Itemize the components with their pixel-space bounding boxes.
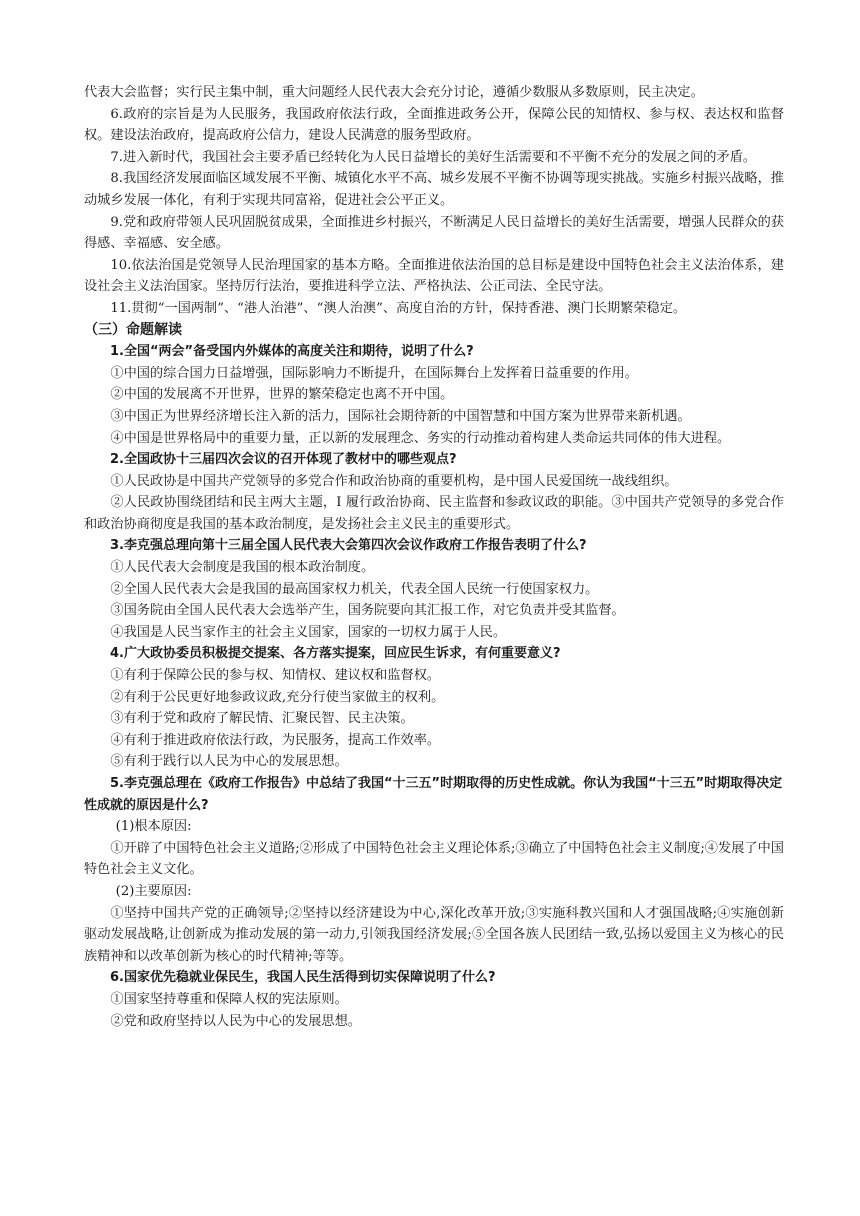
continuation-paragraph: 代表大会监督；实行民主集中制，重大问题经人民代表大会充分讨论，遵循少数服从多数原则，民主决定。	[84, 85, 704, 100]
answer-5-text-1: ①开辟了中国特色社会主义道路;②形成了中国特色社会主义理论体系;③确立了中国特色社会主义制度;④发展了中国特色社会主义文化。	[84, 840, 784, 878]
answer-3-4: ④我国是人民当家作主的社会主义国家，国家的一切权力属于人民。	[110, 624, 507, 640]
answer-4-4: ④有利于推进政府依法行政，为民服务，提高工作效率。	[110, 732, 441, 748]
question-3: 3.李克强总理向第十三届全国人民代表大会第四次会议作政府工作报告表明了什么?	[110, 538, 587, 554]
answer-2-1: ①人民政协是中国共产党领导的多党合作和政治协商的重要机构，是中国人民爱国统一战线组织。	[110, 473, 678, 489]
document-page	[84, 82, 784, 1032]
point-11: 11.贯彻“一国两制”、“港人治港”、“澳人治澳”、高度自治的方针，保持香港、澳门长期繁荣稳定。	[110, 300, 687, 316]
answer-5-subhead-1: (1)根本原因:	[115, 819, 192, 835]
section-title: （三）命题解读	[84, 321, 182, 338]
answer-5-text-2: ①坚持中国共产党的正确领导;②坚持以经济建设为中心,深化改革开放;③实施科教兴国和人才强国战略;④实施创新驱动发展战略,让创新成为推动发展的第一动力,引领我国经济发展;⑤全国各族人民团结一致,弘扬以爱国主义为核心的民族精神和以改革创新为核心的时代精神;等等。	[84, 905, 784, 964]
answer-4-3: ③有利于党和政府了解民情、汇聚民智、民主决策。	[110, 711, 414, 727]
answer-3-2: ②全国人民代表大会是我国的最高国家权力机关，代表全国人民统一行使国家权力。	[110, 581, 599, 597]
point-6: 6.政府的宗旨是为人民服务，我国政府依法行政，全面推进政务公开，保障公民的知情权、参与权、表达权和监督权。建设法治政府，提高政府公信力，建设人民满意的服务型政府。	[84, 106, 784, 144]
point-7: 7.进入新时代，我国社会主要矛盾已经转化为人民日益增长的美好生活需要和不平衡不充分的发展之间的矛盾。	[110, 149, 756, 165]
point-9: 9.党和政府带领人民巩固脱贫成果，全面推进乡村振兴，不断满足人民日益增长的美好生活需要，增强人民群众的获得感、幸福感、安全感。	[84, 214, 784, 252]
question-2: 2.全国政协十三届四次会议的召开体现了教材中的哪些观点?	[110, 452, 457, 468]
question-5: 5.李克强总理在《政府工作报告》中总结了我国“十三五”时期取得的历史性成就。你认为我国“十三五”时期取得决定性成就的原因是什么?	[84, 776, 783, 813]
answer-3-1: ①人民代表大会制度是我国的根本政治制度。	[110, 560, 375, 576]
point-10: 10.依法治国是党领导人民治理国家的基本方略。全面推进依法治国的总目标是建设中国特色社会主义法治体系，建设社会主义法治国家。坚持厉行法治，要推进科学立法、严格执法、公正司法、全民守法。	[84, 257, 784, 295]
answer-6-2: ②党和政府坚持以人民为中心的发展思想。	[110, 1013, 361, 1029]
answer-1-2: ②中国的发展离不开世界，世界的繁荣稳定也离不开中国。	[110, 387, 454, 403]
point-8: 8.我国经济发展面临区域发展不平衡、城镇化水平不高、城乡发展不平衡不协调等现实挑战。实施乡村振兴战略，推动城乡发展一体化，有利于实现共同富裕，促进社会公平正义。	[84, 171, 784, 208]
answer-6-1: ①国家坚持尊重和保障人权的宪法原则。	[110, 991, 348, 1007]
question-1: 1.全国“两会”备受国内外媒体的高度关注和期待，说明了什么?	[110, 344, 474, 360]
answer-4-2: ②有利于公民更好地参政议政,充分行使当家做主的权利。	[110, 689, 445, 705]
answer-1-4: ④中国是世界格局中的重要力量，正以新的发展理念、务实的行动推动着构建人类命运共同体的伟大进程。	[110, 430, 731, 446]
answer-1-1: ①中国的综合国力日益增强，国际影响力不断提升，在国际舞台上发挥着日益重要的作用。	[110, 365, 638, 381]
question-4: 4.广大政协委员积极提交提案、各方落实提案，回应民生诉求，有何重要意义?	[110, 646, 561, 662]
answer-4-1: ①有利于保障公民的参与权、知情权、建议权和监督权。	[110, 668, 441, 684]
question-6: 6.国家优先稳就业保民生，我国人民生活得到切实保障说明了什么?	[110, 970, 496, 986]
answer-5-subhead-2: (2)主要原因:	[115, 883, 192, 899]
answer-2-2: ②人民政协围绕团结和民主两大主题，I 履行政治协商、民主监督和参政议政的职能。③中国共产党领导的多党合作和政治协商彻度是我国的基本政治制度，是发扬社会主义民主的重要形式。	[84, 495, 784, 532]
answer-4-5: ⑤有利于践行以人民为中心的发展思想。	[110, 754, 348, 770]
answer-3-3: ③国务院由全国人民代表大会选举产生，国务院要向其汇报工作，对它负责并受其监督。	[110, 603, 625, 619]
answer-1-3: ③中国正为世界经济增长注入新的活力，国际社会期待新的中国智慧和中国方案为世界带来新机遇。	[110, 408, 691, 424]
